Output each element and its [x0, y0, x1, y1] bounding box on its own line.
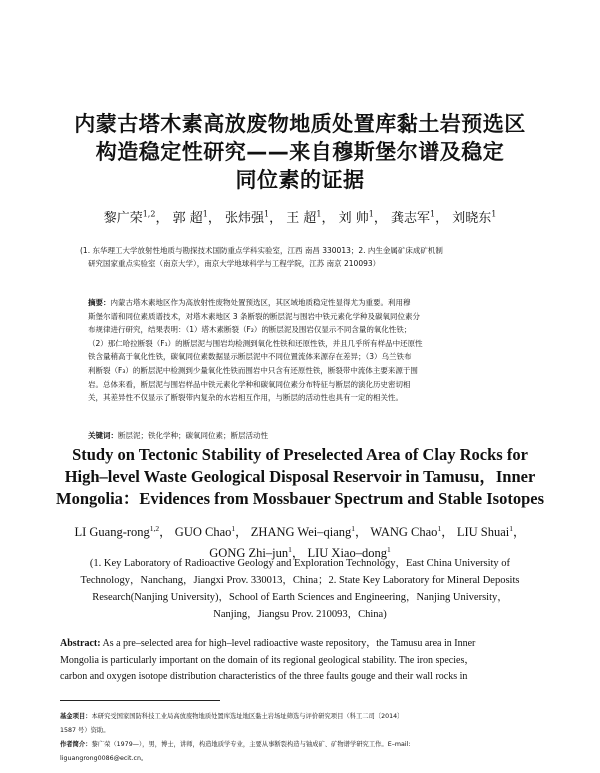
chinese-title	[60, 110, 540, 194]
chinese-title-line: 内蒙古塔木素高放废物地质处置库黏土岩预选区	[74, 112, 526, 136]
chinese-title-line: 构造稳定性研究——来自穆斯堡尔谱及稳定	[95, 140, 505, 164]
english-author: ZHANG Wei–qiang$^1$	[250, 524, 356, 540]
english-author: GUO Chao$^1$	[174, 524, 236, 540]
author-info-text: 黎广荣（1979—），男，博士，讲师，构造地质学专业，主要从事断裂构造与铀成矿、矿物谱学研究工作。E–mail:	[91, 741, 411, 748]
english-abstract	[60, 636, 540, 686]
chinese-affiliation	[80, 244, 540, 270]
chinese-abstract-line: 关，其差异性不仅显示了断裂带内复杂的水岩相互作用，与断层的活动性也具有一定的相关性。	[88, 393, 403, 403]
fund-label: 基金项目：	[60, 713, 92, 720]
english-abstract-line: As a pre–selected area for high–level radioactive waste repository，the Tamusu area in Inner	[100, 638, 476, 649]
english-affiliation-line: Nanjing，Jiangsu Prov. 210093，China)	[213, 609, 387, 620]
fund-text: 1587 号）资助。	[60, 727, 110, 734]
english-affiliation-line: Research(Nanjing University)，School of Earth Sciences and Engineering，Nanjing University，	[92, 592, 508, 603]
chinese-abstract-line: 利断裂（F₃）的断层泥中检测到少量氧化性铁而围岩中只含有还原性铁，断裂带中流体主要来源于围	[88, 365, 418, 375]
english-affiliation-line: (1. Key Laboratory of Radioactive Geology and Exploration Technology，East China University of	[89, 558, 511, 569]
chinese-keywords	[88, 429, 522, 442]
english-abstract-line: Mongolia is particularly important on the domain of its regional geological stability. The iron species，	[60, 654, 475, 666]
chinese-title-line: 同位素的证据	[235, 168, 365, 192]
english-title	[50, 444, 550, 510]
english-author: WANG Chao$^1$	[370, 524, 442, 540]
english-author: LIU Shuai$^1$	[456, 524, 514, 540]
english-title-line: Mongolia：Evidences from Mossbauer Spectrum and Stable Isotopes	[56, 489, 544, 508]
english-affiliation-line: Technology，Nanchang，Jiangxi Prov. 330013，China；2. State Key Laboratory for Mineral Deposits	[80, 575, 520, 586]
english-abstract-label: Abstract:	[60, 638, 101, 649]
chinese-abstract-line: 内蒙古塔木素地区作为高放射性废物处置预选区，其区域地质稳定性显得尤为重要。利用穆	[110, 298, 411, 307]
english-author: LI Guang-rong$^{1,2}$	[74, 524, 160, 540]
chinese-affiliation-line: (1. 东华理工大学放射性地质与勘探技术国防重点学科实验室，江西 南昌 330013；2. 内生金属矿床成矿机制	[80, 246, 443, 255]
english-title-line: Study on Tectonic Stability of Preselected Area of Clay Rocks for	[72, 445, 528, 464]
english-author-list: LI Guang-rong$^{1,2}$， GUO Chao$^1$， ZHANG Wei–qiang$^1$， WANG Chao$^1$， LIU Shuai$^1$， GONG Zhi–jun$^1$， LIU Xiao–dong$^1$	[74, 524, 526, 561]
english-title-line: High–level Waste Geological Disposal Reservoir in Tamusu，Inner	[64, 467, 536, 486]
chinese-author: 黎广荣$^{1,2}$	[103, 209, 156, 226]
chinese-affiliation-line: 研究国家重点实验室（南京大学），南京大学地球科学与工程学院，江苏 南京 210093）	[88, 259, 381, 268]
fund-text: 本研究受国家国防科技工业局高放废物地质处置库选址地区黏土岩场址筛选与评价研究项目（科工二司〔2014〕	[91, 713, 404, 720]
chinese-author-list: 黎广荣$^{1,2}$， 郭 超$^1$， 张炜强$^1$， 王 超$^1$， 刘 帅$^1$， 龚志军$^1$， 刘晓东$^1$	[103, 209, 497, 226]
chinese-abstract-line: 岩。总体来看，断层泥与围岩样品中铁元素化学种和碳氧同位素分布特征与断层的演化历史密切相	[88, 379, 411, 389]
chinese-abstract-line: 铁含量稍高于氧化性铁，碳氧同位素数据显示断层泥中不同位置流体来源存在差异；（3）乌兰铁布	[88, 352, 412, 362]
footnote-divider	[60, 700, 220, 701]
english-affiliation	[60, 555, 540, 623]
chinese-author: 龚志军$^1$	[390, 209, 436, 226]
chinese-author: 刘晓东$^1$	[452, 209, 497, 226]
footnotes	[60, 710, 540, 766]
english-abstract-line: carbon and oxygen isotope distribution characteristics of the three faults gouge and their wall rocks in	[60, 671, 468, 682]
chinese-abstract	[88, 296, 522, 405]
chinese-keywords-label: 关键词：	[88, 431, 118, 440]
english-author: GONG Zhi–jun$^1$	[209, 545, 292, 561]
chinese-author: 刘 帅$^1$	[338, 209, 374, 226]
author-info-label: 作者简介：	[60, 741, 92, 748]
chinese-abstract-line: （2）那仁哈拉断裂（F₁）的断层泥与围岩均检测到氧化性铁和还原性铁，并且几乎所有样品中还原性	[88, 338, 423, 348]
chinese-keywords-text: 断层泥；铁化学种；碳氧同位素；断层活动性	[118, 431, 268, 440]
chinese-author: 郭 超$^1$	[172, 209, 208, 226]
chinese-abstract-line: 斯堡尔谱和同位素质谱技术，对塔木素地区 3 条断裂的断层泥与围岩中铁元素化学种及碳氧同位素分	[88, 311, 421, 321]
chinese-abstract-label: 摘要：	[88, 298, 111, 307]
chinese-abstract-line: 布规律进行研究，结果表明：（1）塔木素断裂（F₂）的断层泥及围岩仅显示不同含量的氧化性铁；	[88, 325, 412, 335]
chinese-author: 张炜强$^1$	[224, 209, 270, 226]
author-email: liguangrong0086@ecit.cn。	[60, 755, 148, 762]
chinese-author: 王 超$^1$	[286, 209, 322, 226]
english-author: LIU Xiao–dong$^1$	[307, 545, 391, 561]
